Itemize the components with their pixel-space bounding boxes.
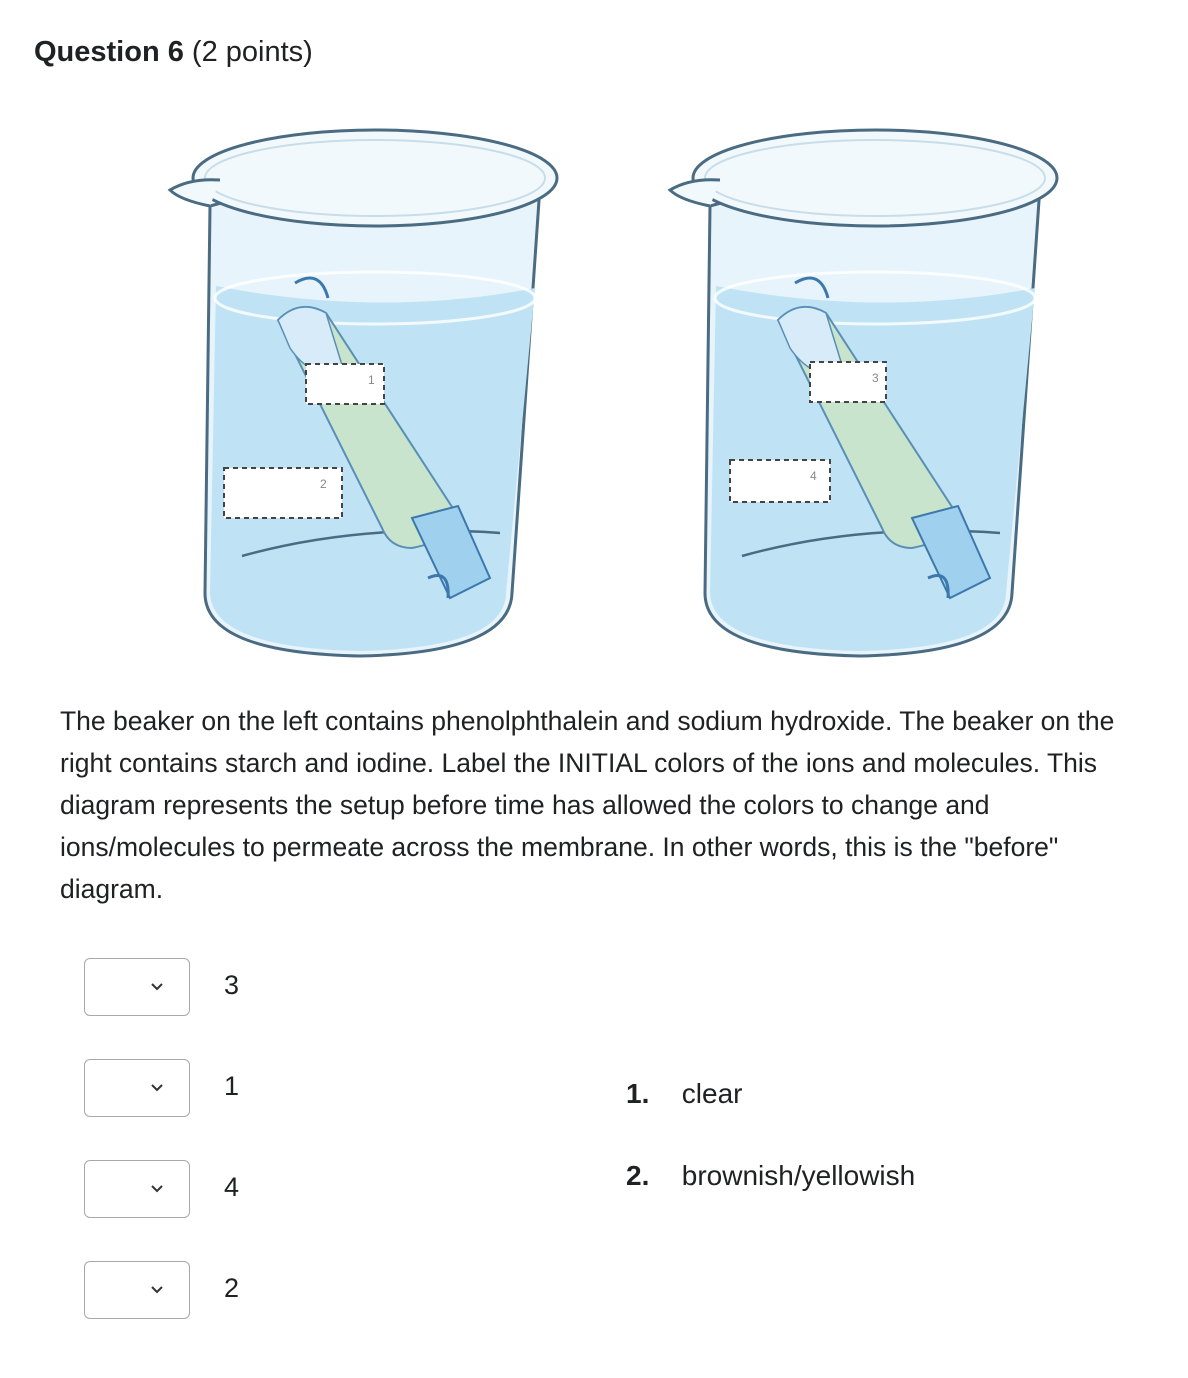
match-dropdown[interactable]: [84, 1160, 190, 1218]
match-dropdown[interactable]: [84, 1261, 190, 1319]
match-item-label: 2: [224, 1273, 240, 1303]
question-header: [34, 36, 313, 69]
chevron-down-icon: [149, 1082, 165, 1094]
choice-number: 2.: [626, 1160, 650, 1191]
question-prompt: The beaker on the left contains phenolphthalein and sodium hydroxide. The beaker on the right contains starch and iodine. Label the INITIAL colors of the ions and molecules. This diagram represents the setup before time has allowed the colors to change and ions/molecules to permeate across the membrane. In other words, this is the "before" diagram.: [60, 706, 1115, 904]
choice-number: 1.: [626, 1078, 650, 1109]
question-points: (2 points): [191, 36, 313, 68]
match-item-label: 3: [224, 970, 240, 1000]
chevron-down-icon: [149, 1284, 165, 1296]
diagram-label-2: 2: [320, 477, 327, 491]
diagram-label-3: 3: [872, 371, 879, 385]
diagram-label-4: 4: [810, 469, 817, 483]
choice-text: brownish/yellowish: [681, 1160, 916, 1191]
answer-choices: [626, 1078, 915, 1242]
diagram-label-1: 1: [368, 373, 375, 387]
choice-text: clear: [681, 1078, 743, 1109]
choice-item: [626, 1160, 915, 1242]
question-title: Question 6: [34, 36, 184, 68]
left-beaker: [170, 130, 557, 656]
beaker-diagram: [150, 108, 1070, 688]
match-dropdown[interactable]: [84, 958, 190, 1016]
match-dropdown[interactable]: [84, 1059, 190, 1117]
match-item-label: 4: [224, 1172, 240, 1202]
chevron-down-icon: [149, 981, 165, 993]
chevron-down-icon: [149, 1183, 165, 1195]
match-item-label: 1: [224, 1071, 240, 1101]
right-beaker: [670, 130, 1057, 656]
choice-item: [626, 1078, 915, 1160]
